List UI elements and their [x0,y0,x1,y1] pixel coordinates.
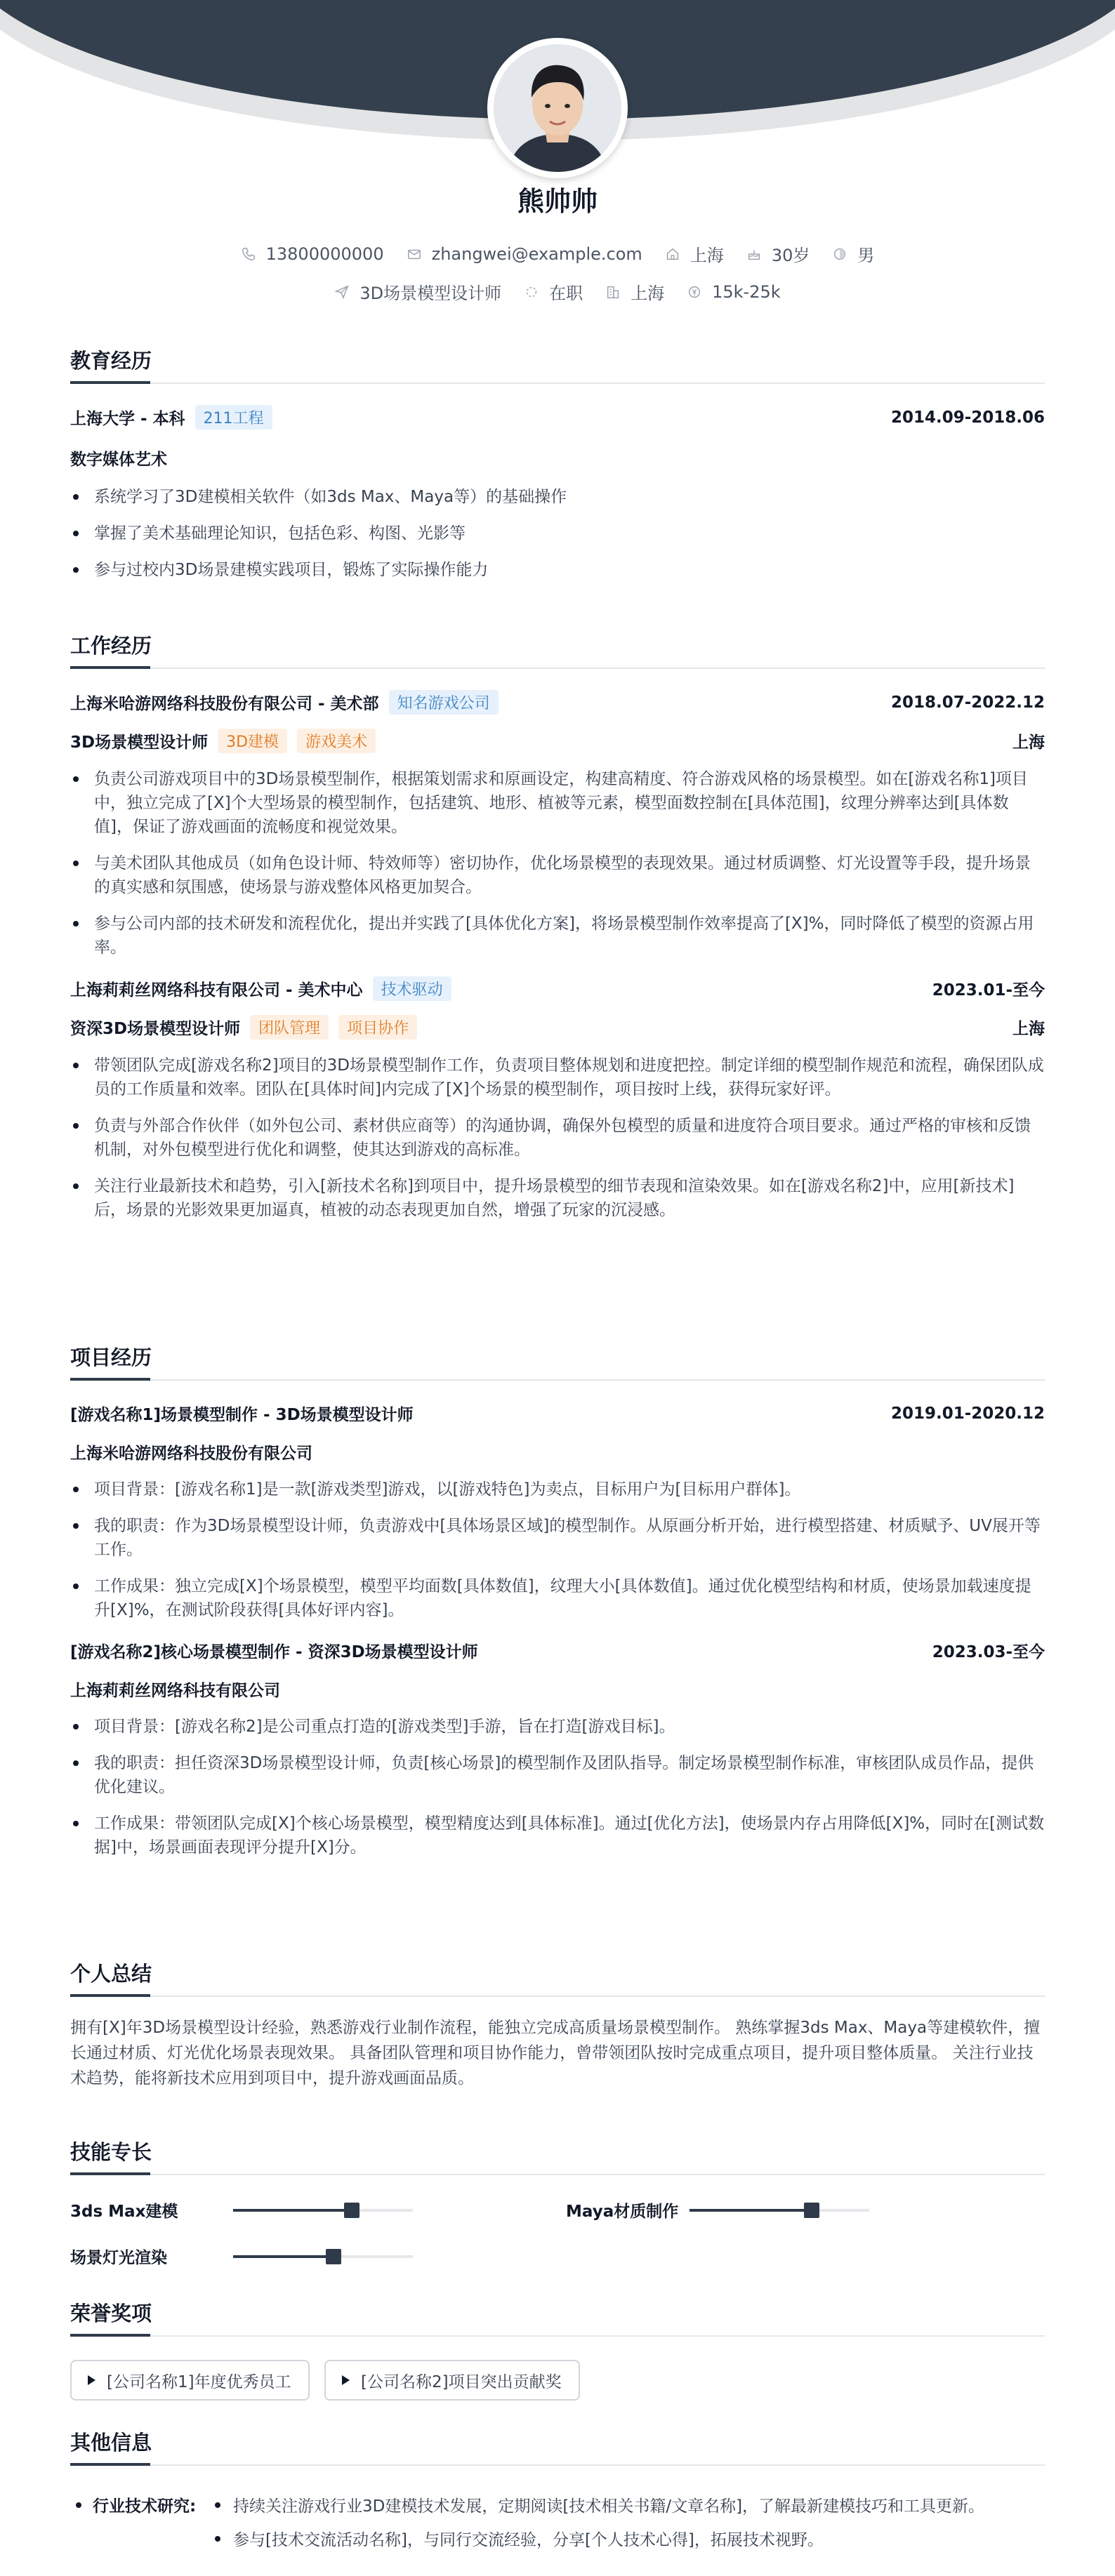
other-section [70,2427,1045,2466]
education-header [70,405,1045,430]
list-item: 我的职责：担任资深3D场景模型设计师，负责[核心场景]的模型制作及团队指导。制定场景模型制作标准，审核团队成员作品，提供优化建议。 [70,1751,1045,1799]
skill-name: Maya材质制作 [566,2203,679,2221]
skill-knob [344,2203,359,2218]
other-line: 参与[技术交流活动名称]，与同行交流经验，分享[个人技术心得]，拓展技术视野。 [233,2531,824,2549]
play-icon [86,2375,97,2386]
play-icon [340,2375,351,2386]
avatar-photo [494,44,621,172]
project-2-bullets [70,1715,1045,1859]
list-item: 掌握了美术基础理论知识，包括色彩、构图、光影等 [70,522,1045,545]
work-period: 2023.01-至今 [932,981,1045,1000]
award-item [324,2360,580,2401]
project-name: [游戏名称1]场景模型制作 - 3D场景模型设计师 [70,1406,414,1424]
list-item: 负责公司游戏项目中的3D场景模型制作，根据策划需求和原画设定，构建高精度、符合游戏风格的场景模型。如在[游戏名称1]项目中，独立完成了[X]个大型场景的模型制作，包括建筑、地形、植被等元素，模型面数控制在[具体范围]，纹理分辨率达到[具体数值]，保证了游戏画面的流畅度和视觉效果。 [70,767,1045,839]
salary-text: 15k-25k [712,281,781,302]
city-item [605,279,664,304]
list-item: 工作成果：带领团队完成[X]个核心场景模型，模型精度达到[具体标准]。通过[优化方法]，使场景内存占用降低[X]%，同时在[测试数据]中，场景画面表现评分提升[X]分。 [70,1812,1045,1859]
gender-item [832,241,874,266]
summary-section [70,1958,1045,2091]
skill-3dsmax [70,2198,413,2222]
work-city: 上海 [1012,1020,1045,1038]
position-text: 3D场景模型设计师 [359,284,502,303]
project-period: 2019.01-2020.12 [890,1404,1045,1423]
awards-section [70,2298,1045,2337]
company-name: 上海莉莉丝网络科技有限公司 - 美术中心 [70,981,363,1000]
list-item: 带领团队完成[游戏名称2]项目的3D场景模型制作工作，负责项目整体规划和进度把控。制定详细的模型制作规范和流程，确保团队成员的工作质量和效率。团队在[具体时间]内完成了[X]个场景的模型制作，项目按时上线，获得玩家好评。 [70,1054,1045,1101]
list-item: 系统学习了3D建模相关软件（如3ds Max、Maya等）的基础操作 [70,485,1045,509]
company-tag: 知名游戏公司 [389,690,499,715]
send-icon [334,284,350,300]
skill-lighting [70,2245,413,2268]
award-text: [公司名称2]项目突出贡献奖 [361,2372,562,2391]
work-section [70,630,1045,1235]
awards-title: 荣誉奖项 [70,2298,1045,2337]
list-item: 项目背景：[游戏名称2]是公司重点打造的[游戏类型]手游，旨在打造[游戏目标]。 [70,1715,1045,1739]
list-item: 与美术团队其他成员（如角色设计师、特效师等）密切协作，优化场景模型的表现效果。通过材质调整、灯光设置等手段，提升场景的真实感和氛围感，使场景与游戏整体风格更加契合。 [70,851,1045,899]
salary-icon [687,284,702,300]
status-text: 在职 [549,284,583,303]
status-item [524,279,583,304]
work-item-1-bullets [70,767,1045,960]
other-line: 持续关注游戏行业3D建模技术发展，定期阅读[技术相关书籍/文章名称]，了解最新建模技巧和工具更新。 [233,2497,985,2516]
gender-icon [832,246,847,262]
work-city: 上海 [1012,733,1045,752]
summary-text: 拥有[X]年3D场景模型设计经验，熟悉游戏行业制作流程，能独立完成高质量场景模型制作。 熟练掌握3ds Max、Maya等建模软件，擅长通过材质、灯光优化场景表现效果。 具备团队管理和项目协作能力，曾带领团队按时完成重点项目，提升项目整体质量。 关注行业技术趋势，能将新技术应用到项目中，提升游戏画面品质。 [70,2019,1041,2087]
email-item [407,244,642,264]
skill-track [690,2209,869,2212]
role-name: 资深3D场景模型设计师 [70,1020,241,1038]
age-text: 30岁 [771,246,810,265]
building-icon [605,284,621,300]
list-item: 参与过校内3D场景建模实践项目，锻炼了实际操作能力 [70,558,1045,582]
list-item: 关注行业最新技术和趋势，引入[新技术名称]到项目中，提升场景模型的细节表现和渲染效果。如在[游戏名称2]中，应用[新技术]后，场景的光影效果更加逼真，植被的动态表现更加自然，增强了玩家的沉浸感。 [70,1174,1045,1222]
work-item-1-header [70,690,1045,715]
work-item-1-role [70,729,1045,753]
home-icon [665,246,680,262]
education-bullets [70,485,1045,582]
location-text: 上海 [690,246,724,265]
education-title: 教育经历 [70,345,1045,384]
education-section [70,345,1045,595]
age-item [746,241,810,266]
company-tag: 技术驱动 [373,976,451,1001]
list-item: 参与公司内部的技术研发和流程优化，提出并实践了[具体优化方案]，将场景模型制作效率提高了[X]%，同时降低了模型的资源占用率。 [70,912,1045,960]
position-item [334,279,501,304]
email-text: zhangwei@example.com [431,244,642,264]
skill-knob [326,2249,341,2264]
city-text: 上海 [631,284,665,303]
work-item-2-role [70,1015,1045,1040]
skill-track [233,2209,413,2212]
skill-fill [233,2255,334,2258]
project-2-header [70,1639,1045,1662]
role-name: 3D场景模型设计师 [70,733,209,752]
education-period: 2014.09-2018.06 [890,408,1045,427]
skill-fill [690,2209,812,2212]
skills-section [70,2137,1045,2175]
bullet-dot [215,2536,220,2542]
role-tag: 游戏美术 [297,729,376,753]
phone-text: 13800000000 [265,244,384,264]
role-tag: 3D建模 [218,729,287,753]
school-name: 上海大学 - 本科 [70,410,185,428]
project-1-header [70,1402,1045,1425]
skill-knob [804,2203,819,2218]
salary-item [687,282,781,302]
skill-name: 3ds Max建模 [70,2203,178,2221]
other-title: 其他信息 [70,2427,1045,2466]
skills-title: 技能专长 [70,2137,1045,2175]
job-intent-row [0,279,1115,304]
bullet-dot [215,2502,220,2508]
school-tag: 211工程 [195,405,272,430]
project-company: 上海米哈游网络科技股份有限公司 [70,1445,312,1463]
other-label: 行业技术研究: [93,2497,197,2516]
list-item: 负责与外部合作伙伴（如外包公司、素材供应商等）的沟通协调，确保外包模型的质量和进度符合项目要求。通过严格的审核和反馈机制，对外包模型进行优化和调整，使其达到游戏的高标准。 [70,1114,1045,1162]
phone-item [241,244,384,264]
projects-title: 项目经历 [70,1342,1045,1381]
bullet-dot [76,2502,81,2508]
skill-maya [566,2198,869,2222]
mail-icon [407,246,422,262]
avatar [487,38,628,178]
list-item: 我的职责：作为3D场景模型设计师，负责游戏中[具体场景区域]的模型制作。从原画分析开始，进行模型搭建、材质赋予、UV展开等工作。 [70,1514,1045,1562]
contact-row [0,241,1115,266]
phone-icon [241,246,256,262]
skill-fill [233,2209,352,2212]
skill-track [233,2255,413,2258]
work-title: 工作经历 [70,630,1045,669]
gender-text: 男 [857,246,875,265]
project-1-bullets [70,1478,1045,1622]
role-tag: 项目协作 [338,1015,417,1040]
projects-section [70,1342,1045,1872]
work-item-2-header [70,976,1045,1001]
list-item: 工作成果：独立完成[X]个场景模型，模型平均面数[具体数值]，纹理大小[具体数值]。通过优化模型结构和材质，使场景加载速度提升[X]%，在测试阶段获得[具体好评内容]。 [70,1574,1045,1622]
major-name: 数字媒体艺术 [70,451,167,469]
award-item [70,2360,310,2401]
work-item-2-bullets [70,1054,1045,1222]
company-name: 上海米哈游网络科技股份有限公司 - 美术部 [70,695,379,713]
status-icon [524,284,539,300]
role-tag: 团队管理 [250,1015,329,1040]
award-text: [公司名称1]年度优秀员工 [107,2372,291,2391]
work-period: 2018.07-2022.12 [890,693,1045,712]
candidate-name: 熊帅帅 [517,186,598,217]
location-item [665,241,724,266]
list-item: 项目背景：[游戏名称1]是一款[游戏类型]游戏，以[游戏特色]为卖点，目标用户为[目标用户群体]。 [70,1478,1045,1501]
summary-title: 个人总结 [70,1958,1045,1997]
project-company: 上海莉莉丝网络科技有限公司 [70,1682,280,1700]
cake-icon [746,246,762,262]
project-name: [游戏名称2]核心场景模型制作 - 资深3D场景模型设计师 [70,1643,478,1661]
project-period: 2023.03-至今 [932,1643,1045,1661]
skill-name: 场景灯光渲染 [70,2249,167,2267]
